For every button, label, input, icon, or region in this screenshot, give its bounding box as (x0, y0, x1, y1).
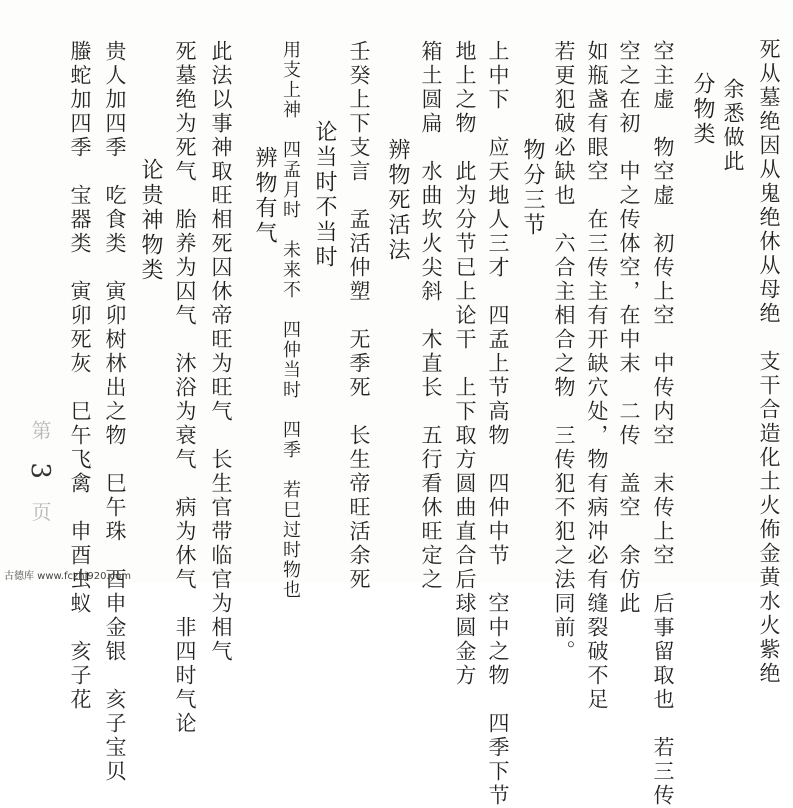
text-column: 螣蛇加四季 宝器类 寅卯死灰 巳午飞禽 申酉虫蚁 亥子花 (68, 40, 92, 712)
section-heading: 论当时不当时 (312, 120, 337, 270)
site-watermark: 古德库 www.fczhj920.com (4, 571, 131, 582)
text-column: 壬癸上下支言 孟活仲塑 无季死 长生帝旺活余死 (347, 40, 371, 592)
text-column: 贵人加四季 吃食类 寅卯树林出之物 巳午珠 酉申金银 亥子宝贝 (103, 40, 127, 784)
section-heading: 辨物死活法 (385, 138, 410, 263)
text-column: 死从墓绝因从鬼绝休从母绝 支干合造化土火佈金黄水火紫绝 (757, 38, 781, 686)
text-column: 用支上神 四孟月时 未来不 四仲当时 四季 若巳过时物也 (280, 40, 301, 600)
text-column: 死墓绝为死气 胎养为囚气 沐浴为衰气 病为休气 非四时气论 (173, 40, 197, 736)
section-heading: 辨物有气 (252, 146, 277, 246)
text-column: 地上之物 此为分节已上论干 上下取方圆曲直合后球圆金方 (453, 40, 477, 688)
page-label-suffix: 页 (28, 501, 52, 530)
text-column: 空主虚 物空虚 初传上空 中传内空 末传上空 后事留取也 若三传 (651, 40, 675, 808)
page-number: 3 (25, 462, 55, 487)
section-heading: 论贵神物类 (138, 158, 163, 283)
text-column: 此法以事神取旺相死囚休帝旺为旺气 长生官带临官为相气 (209, 40, 233, 664)
section-heading: 物分三节 (520, 138, 545, 238)
text-column: 如瓶盏有眼空 在三传主有开缺穴处，物有病冲必有缝裂破不足 (585, 40, 609, 712)
page-label-prefix: 第 (28, 420, 52, 448)
text-column: 空之在初 中之传体空，在中末 二传 盖空 余仿此 (617, 40, 641, 616)
section-heading: 分物类 (690, 72, 715, 147)
page-number-label (25, 420, 55, 529)
text-column: 余悉做此 (721, 78, 745, 174)
text-column: 箱土圆扁 水曲坎火尖斜 木直长 五行看休旺定之 (419, 40, 443, 592)
text-column: 上中下 应天地人三才 四孟上节高物 四仲中节 空中之物 四季下节 (486, 40, 510, 808)
text-column: 若更犯破必缺也 六合主相合之物 三传犯不犯之法同前。 (552, 40, 576, 664)
